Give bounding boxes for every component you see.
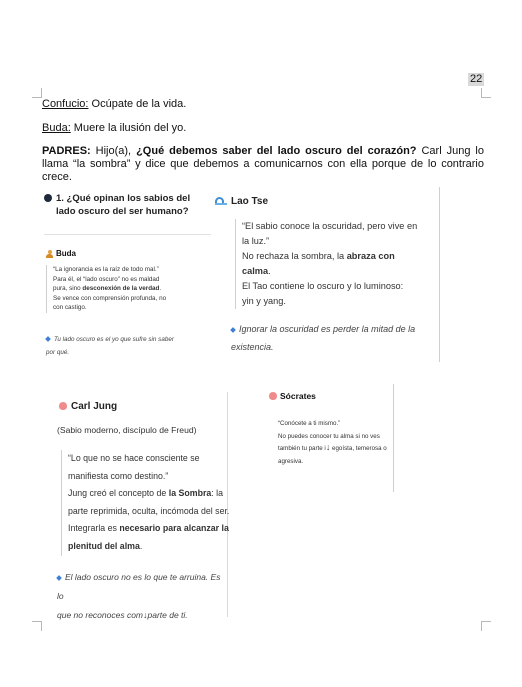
socrates-name: Sócrates: [280, 391, 316, 401]
panel-heading-text: 1. ¿Qué opinan los sabios del lado oscuro del ser humano?: [56, 193, 191, 217]
down-arrow-icon[interactable]: ↓: [325, 442, 331, 452]
buda-quote-line: “La ignorancia es la raíz de todo mal.”: [53, 266, 159, 273]
down-arrow-icon[interactable]: ↓: [143, 610, 148, 620]
bullet-dot-icon: [44, 194, 52, 202]
panel-socrates: [262, 384, 394, 492]
padres-pre: Hijo(a),: [90, 145, 137, 157]
carl-jung-quote: “Lo que no se hace consciente se manifiesta como destino.” Jung creó el concepto de la Sombra: la parte reprimida, oculta, incómoda del ser. Integrarla es necesario para alcanzar la plenitud del alma.: [61, 450, 230, 556]
lao-tse-quote: “El sabio conoce la oscuridad, pero vive en la luz.” No rechaza la sombra, la abraza con calma. El Tao contiene lo oscuro y lo luminoso: yin y yang.: [235, 219, 440, 309]
confucio-label: Confucio:: [42, 98, 89, 110]
panel-lao-tse: [211, 187, 440, 362]
buda-quote-line: Para él, el “lado oscuro” no es maldad: [53, 275, 160, 283]
socrates-header: [269, 391, 316, 401]
padres-paragraph: [42, 145, 484, 184]
carl-jung-note: El lado oscuro no es lo que te arruina. Es lo que no reconoces com↓parte de ti.: [57, 572, 221, 620]
buda-note: Tu lado oscuro es el yo que sufre sin saber por qué.: [46, 336, 174, 356]
panel-heading: [44, 192, 210, 218]
crop-mark-bottom-right: [481, 621, 491, 631]
buda-header: [46, 249, 76, 258]
panel-carl-jung: [57, 392, 230, 620]
buda-quote-line: pura, sino desconexión de la verdad.: [53, 285, 162, 293]
padres-question: ¿Qué debemos saber del lado oscuro del corazón?: [136, 145, 417, 157]
person-icon: [46, 250, 53, 258]
crop-mark-top-right: [481, 88, 491, 98]
socrates-quote: “Conócete a ti mismo.” No puedes conocer tu alma si no ves también tu parte i↓ egoísta, temerosa o agresiva.: [278, 420, 387, 465]
diamond-bullet-icon: [230, 327, 236, 333]
buda-quote: [46, 265, 213, 313]
carl-jung-header: [59, 400, 117, 413]
page-number: 22: [470, 73, 483, 85]
buda-name: Buda: [56, 249, 76, 258]
buda-text: Muere la ilusión del yo.: [70, 122, 187, 134]
padres-label: PADRES:: [42, 145, 91, 157]
carl-jung-name: Carl Jung: [71, 401, 118, 412]
lao-tse-name: Lao Tse: [231, 196, 269, 207]
person-icon: [59, 402, 67, 410]
person-icon: [269, 392, 277, 400]
panel-buda: [44, 190, 214, 366]
diamond-bullet-icon: [56, 575, 62, 581]
divider: [44, 234, 214, 235]
crop-mark-top-left: [32, 88, 42, 98]
buda-line: [42, 122, 186, 135]
lao-tse-note: Ignorar la oscuridad es perder la mitad de la existencia.: [231, 324, 416, 352]
diamond-bullet-icon: [45, 336, 51, 342]
carl-jung-subtitle: (Sabio moderno, discípulo de Freud): [57, 425, 197, 435]
crop-mark-bottom-left: [32, 621, 42, 631]
buda-label: Buda:: [42, 122, 71, 134]
confucio-text: Ocúpate de la vida.: [88, 98, 187, 110]
lao-tse-header: [215, 195, 268, 208]
wave-icon: [215, 195, 227, 205]
buda-quote-line: Se vence con comprensión profunda, no: [53, 294, 167, 302]
buda-quote-line: con castigo.: [53, 304, 87, 312]
padres-post: Carl Jung lo llama “la sombra” y dice que debemos a comunicarnos con ella porque de lo contrario crece.: [42, 145, 484, 183]
confucio-line: [42, 98, 186, 111]
